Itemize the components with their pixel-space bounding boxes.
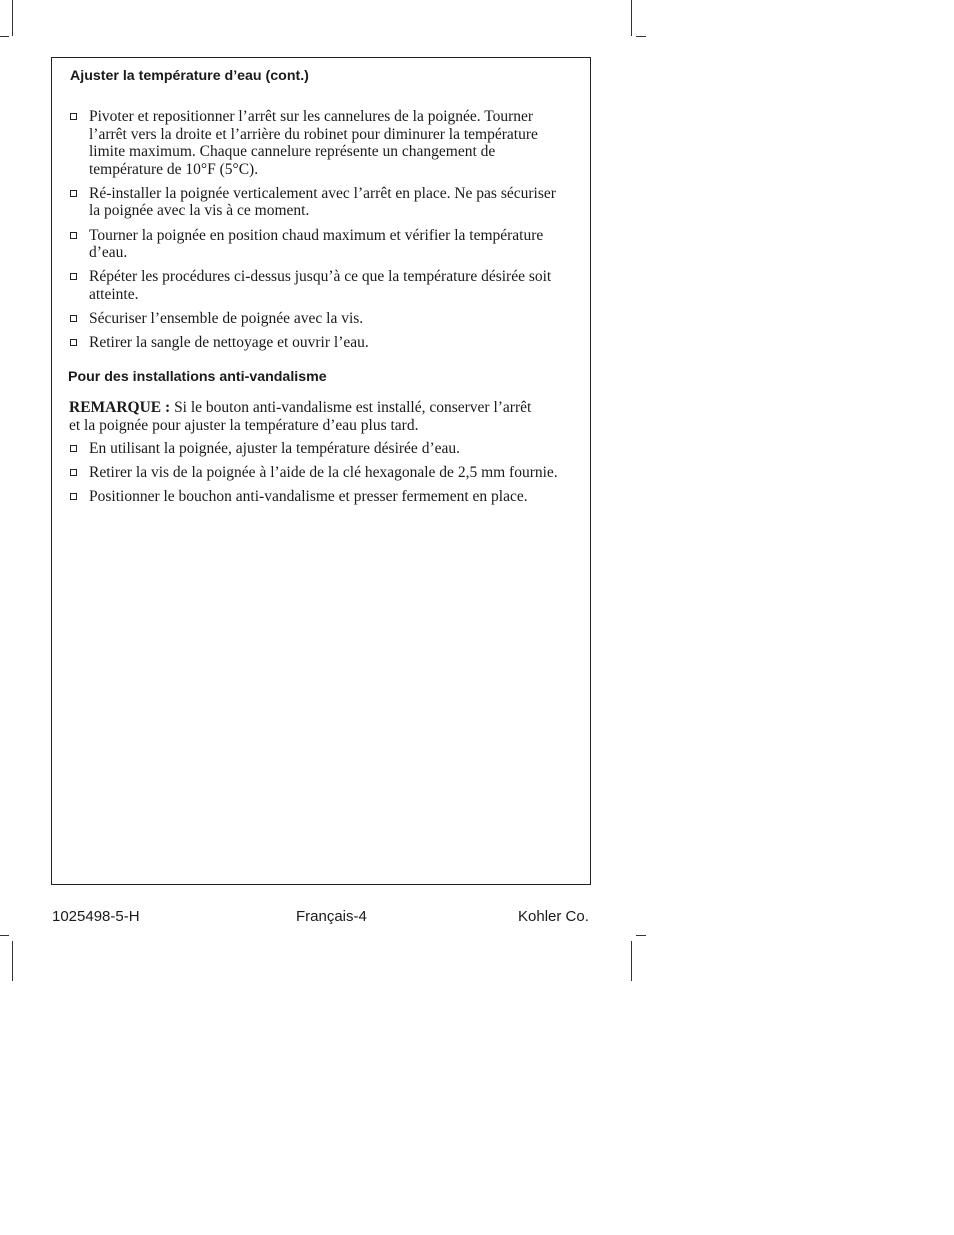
note-text: Si le bouton anti-vandalisme est installé, conserver l’arrêt et la poignée pour ajuster la température d’eau plus tard. — [69, 399, 532, 434]
note-label: REMARQUE : — [69, 399, 171, 416]
list-item — [69, 227, 559, 262]
temperature-steps-list — [69, 108, 559, 358]
list-item-text: Positionner le bouchon anti-vandalisme et presser fermement en place. — [89, 488, 528, 506]
anti-vandal-steps-list — [69, 440, 559, 512]
crop-mark — [12, 0, 13, 36]
checkbox-bullet-icon — [70, 232, 77, 239]
list-item-text: En utilisant la poignée, ajuster la température désirée d’eau. — [89, 440, 460, 457]
checkbox-bullet-icon — [70, 315, 77, 322]
list-item-text: Retirer la vis de la poignée à l’aide de la clé hexagonale de 2,5 mm fournie. — [89, 464, 558, 482]
crop-mark — [0, 36, 9, 37]
checkbox-bullet-icon — [70, 339, 77, 346]
list-item-text: Répéter les procédures ci-dessus jusqu’à ce que la température désirée soit atteinte. — [89, 268, 552, 303]
crop-mark — [631, 0, 632, 36]
list-item — [69, 464, 559, 482]
footer-page-label: Français-4 — [296, 908, 367, 925]
note-paragraph — [69, 399, 544, 434]
crop-mark — [636, 36, 646, 37]
footer-doc-number: 1025498-5-H — [52, 908, 140, 925]
crop-mark — [12, 941, 13, 981]
crop-mark — [631, 941, 632, 981]
list-item-text: Pivoter et repositionner l’arrêt sur les cannelures de la poignée. Tourner l’arrêt vers la droite et l’arrière du robinet pour diminurer la température limite maximum. Chaque cannelure représente un changement de température de 10°F (5°C). — [89, 108, 538, 178]
checkbox-bullet-icon — [70, 113, 77, 120]
checkbox-bullet-icon — [70, 190, 77, 197]
list-item-text: Ré-installer la poignée verticalement avec l’arrêt en place. Ne pas sécuriser la poignée avec la vis à ce moment. — [89, 184, 556, 220]
list-item — [69, 488, 559, 506]
list-item-text: Sécuriser l’ensemble de poignée avec la vis. — [89, 309, 364, 327]
footer-company: Kohler Co. — [518, 908, 589, 925]
list-item — [69, 334, 559, 352]
checkbox-bullet-icon — [70, 469, 77, 476]
checkbox-bullet-icon — [70, 273, 77, 280]
section-heading-anti-vandal: Pour des installations anti-vandalisme — [68, 369, 327, 385]
checkbox-bullet-icon — [70, 445, 77, 452]
list-item-text: Retirer la sangle de nettoyage et ouvrir l’eau. — [89, 334, 369, 352]
list-item — [69, 185, 559, 220]
list-item — [69, 310, 559, 328]
list-item — [69, 108, 559, 178]
content-frame — [51, 57, 591, 885]
list-item-text: Tourner la poignée en position chaud maximum et vérifier la température d’eau. — [89, 226, 544, 262]
checkbox-bullet-icon — [70, 493, 77, 500]
list-item — [69, 440, 559, 458]
crop-mark — [0, 935, 9, 936]
crop-mark — [636, 935, 646, 936]
section-heading-temperature: Ajuster la température d’eau (cont.) — [70, 68, 309, 84]
list-item — [69, 268, 559, 303]
